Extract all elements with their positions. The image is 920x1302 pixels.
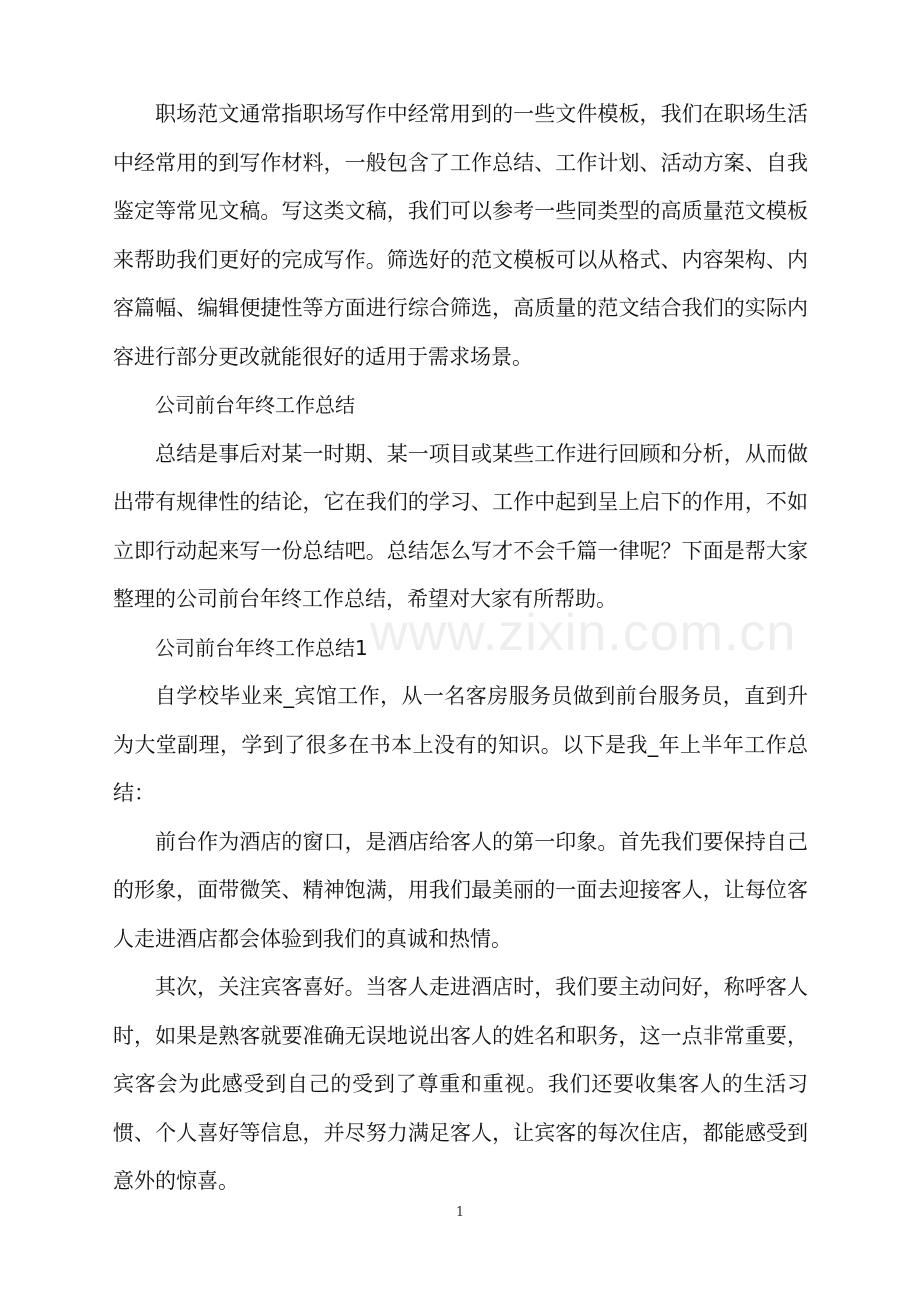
body-paragraph-1: 自学校毕业来_宾馆工作，从一名客房服务员做到前台服务员，直到升为大堂副理，学到了很多在书本上没有的知识。以下是我_年上半年工作总结： — [113, 684, 808, 805]
body-paragraph-3: 其次，关注宾客喜好。当客人走进酒店时，我们要主动问好，称呼客人时，如果是熟客就要准确无误地说出客人的姓名和职务，这一点非常重要，宾客会为此感受到自己的受到了尊重和重视。我们还要收集客人的生活习惯、个人喜好等信息，并尽努力满足客人，让宾客的每次住店，都能感受到意外的惊喜。 — [113, 975, 808, 1193]
subsection-title: 公司前台年终工作总结1 — [155, 635, 368, 660]
watermark: www.zixin.com.cn — [370, 604, 797, 662]
page-number: 1 — [455, 1205, 465, 1220]
body-paragraph-2: 前台作为酒店的窗口，是酒店给客人的第一印象。首先我们要保持自己的形象，面带微笑、精神饱满，用我们最美丽的一面去迎接客人，让每位客人走进酒店都会体验到我们的真诚和热情。 — [113, 829, 808, 951]
summary-intro-paragraph: 总结是事后对某一时期、某一项目或某些工作进行回顾和分析，从而做出带有规律性的结论，它在我们的学习、工作中起到呈上启下的作用，不如立即行动起来写一份总结吧。总结怎么写才不会千篇一律呢？下面是帮大家整理的公司前台年终工作总结，希望对大家有所帮助。 — [113, 441, 808, 611]
intro-paragraph: 职场范文通常指职场写作中经常用到的一些文件模板，我们在职场生活中经常用的到写作材料，一般包含了工作总结、工作计划、活动方案、自我鉴定等常见文稿。写这类文稿，我们可以参考一些同类型的高质量范文模板来帮助我们更好的完成写作。筛选好的范文模板可以从格式、内容架构、内容篇幅、编辑便捷性等方面进行综合筛选，高质量的范文结合我们的实际内容进行部分更改就能很好的适用于需求场景。 — [113, 102, 808, 369]
section-title: 公司前台年终工作总结 — [155, 393, 355, 417]
